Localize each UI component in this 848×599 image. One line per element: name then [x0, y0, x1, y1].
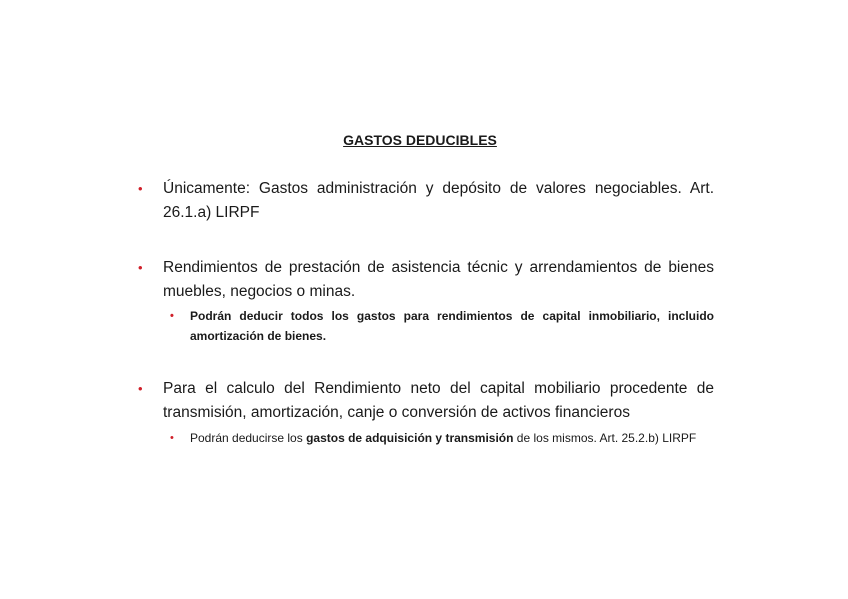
list-item	[138, 177, 714, 225]
sub-list-item	[170, 306, 714, 346]
list-item-text: Rendimientos de prestación de asistencia técnic y arrendamientos de bienes muebles, negocios o minas.	[163, 259, 714, 300]
list-item-text: Únicamente: Gastos administración y depósito de valores negociables. Art. 26.1.a) LIRPF	[163, 180, 714, 221]
bullet-icon: •	[138, 260, 143, 275]
list-item	[138, 256, 714, 304]
sub-text-bold: gastos de adquisición y transmisión	[306, 431, 514, 445]
page-title: GASTOS DEDUCIBLES	[343, 132, 497, 148]
sub-list-item-text: Podrán deducir todos los gastos para rendimientos de capital inmobiliario, incluido amortización de bienes.	[190, 309, 714, 343]
sub-text-pre: Podrán deducirse los	[190, 431, 307, 445]
sub-text-post: de los mismos. Art. 25.2.b) LIRPF	[513, 431, 697, 445]
list-item-text: Para el calculo del Rendimiento neto del capital mobiliario procedente de transmisión, amortización, canje o conversión de activos financieros	[163, 380, 714, 421]
bullet-icon: •	[170, 432, 174, 444]
bullet-icon: •	[170, 310, 174, 322]
bullet-icon: •	[138, 181, 143, 196]
sub-list-item	[170, 428, 714, 448]
list-item	[138, 377, 714, 425]
bullet-icon: •	[138, 381, 143, 396]
